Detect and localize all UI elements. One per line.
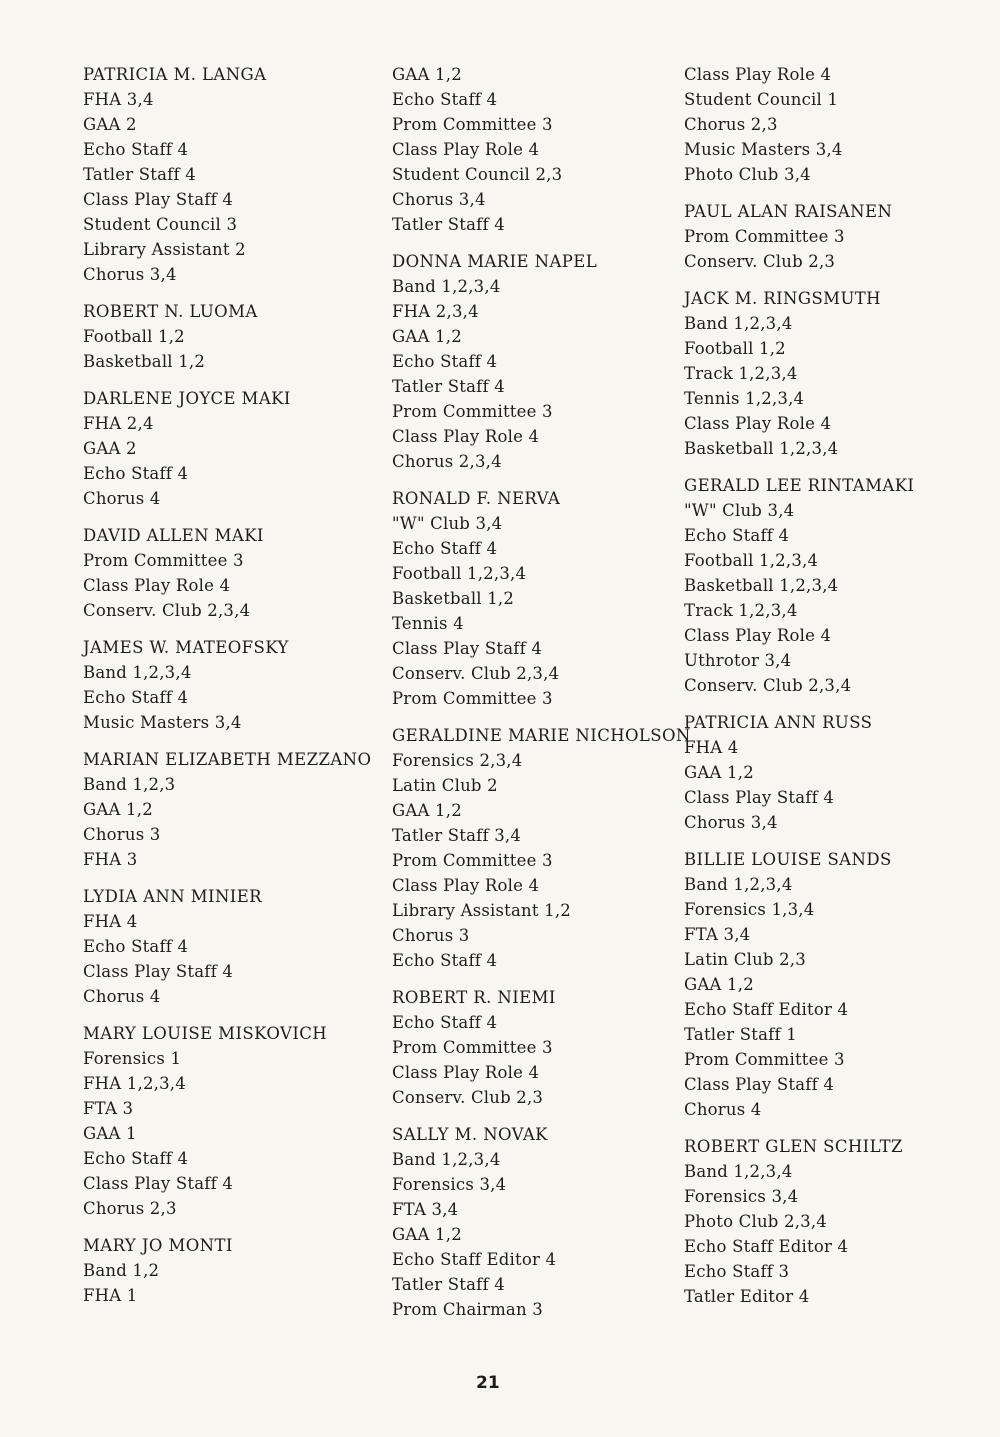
- activity-item: Class Play Role 4: [392, 427, 540, 446]
- activity-item: Echo Staff 3: [684, 1262, 790, 1281]
- senior-entry: [392, 486, 677, 711]
- senior-entry: [83, 1021, 383, 1221]
- activity-item: FHA 4: [684, 738, 739, 757]
- activity-item: Basketball 1,2,3,4: [684, 439, 839, 458]
- activity-item: FHA 2,4: [83, 414, 154, 433]
- activity-item: Conserv. Club 2,3: [684, 252, 836, 271]
- activity-item: Forensics 2,3,4: [392, 751, 523, 770]
- activity-item: Prom Chairman 3: [392, 1300, 543, 1319]
- activity-item: Football 1,2,3,4: [392, 564, 527, 583]
- activity-item: Forensics 1: [83, 1049, 182, 1068]
- activity-item: Class Play Role 4: [392, 140, 540, 159]
- senior-name: MARY LOUISE MISKOVICH: [83, 1024, 328, 1043]
- activity-item: Class Play Role 4: [392, 1063, 540, 1082]
- activity-item: Band 1,2,3,4: [392, 1150, 501, 1169]
- senior-entry: [83, 747, 383, 872]
- activity-item: FTA 3: [83, 1099, 134, 1118]
- activity-item: Echo Staff 4: [392, 90, 498, 109]
- activity-item: FHA 4: [83, 912, 138, 931]
- senior-entry: [392, 62, 677, 237]
- senior-entry: [392, 1122, 677, 1322]
- activity-item: Chorus 2,3: [684, 115, 778, 134]
- activity-item: Class Play Role 4: [83, 576, 231, 595]
- activity-item: Band 1,2,3,4: [684, 1162, 793, 1181]
- column-1: [83, 62, 383, 1320]
- activity-item: Class Play Staff 4: [684, 788, 835, 807]
- activity-item: Football 1,2: [684, 339, 786, 358]
- senior-name: ROBERT GLEN SCHILTZ: [684, 1137, 903, 1156]
- activity-item: Echo Staff Editor 4: [392, 1250, 557, 1269]
- activity-item: Chorus 4: [83, 489, 161, 508]
- senior-name: JACK M. RINGSMUTH: [684, 289, 881, 308]
- activity-item: Echo Staff 4: [83, 1149, 189, 1168]
- activity-item: Class Play Staff 4: [392, 639, 543, 658]
- activity-item: FHA 2,3,4: [392, 302, 479, 321]
- activity-item: Latin Club 2: [392, 776, 498, 795]
- activity-item: GAA 2: [83, 115, 137, 134]
- column-2: [392, 62, 691, 1334]
- activity-item: Conserv. Club 2,3,4: [684, 676, 852, 695]
- activity-item: Echo Staff 4: [83, 937, 189, 956]
- senior-name: BILLIE LOUISE SANDS: [684, 850, 892, 869]
- activity-item: Tatler Staff 4: [392, 377, 505, 396]
- senior-entry: [392, 985, 677, 1110]
- senior-name: ROBERT R. NIEMI: [392, 988, 556, 1007]
- senior-name: PATRICIA ANN RUSS: [684, 713, 873, 732]
- senior-name: MARY JO MONTI: [83, 1236, 233, 1255]
- senior-entry: [392, 249, 677, 474]
- activity-item: Photo Club 3,4: [684, 165, 811, 184]
- activity-item: Chorus 4: [83, 987, 161, 1006]
- senior-name: DARLENE JOYCE MAKI: [83, 389, 291, 408]
- activity-item: GAA 1,2: [392, 1225, 462, 1244]
- activity-item: Student Council 3: [83, 215, 238, 234]
- senior-entry: [83, 635, 383, 735]
- activity-item: Class Play Role 4: [684, 65, 832, 84]
- activity-item: Band 1,2,3,4: [83, 663, 192, 682]
- activity-item: Basketball 1,2: [83, 352, 206, 371]
- activity-item: Conserv. Club 2,3,4: [83, 601, 251, 620]
- senior-entry: [684, 710, 984, 835]
- activity-item: Echo Staff 4: [392, 539, 498, 558]
- activity-item: Class Play Staff 4: [83, 1174, 234, 1193]
- activity-item: "W" Club 3,4: [392, 514, 503, 533]
- senior-entry: [83, 386, 383, 511]
- activity-item: Class Play Staff 4: [83, 962, 234, 981]
- senior-name: PATRICIA M. LANGA: [83, 65, 267, 84]
- senior-name: SALLY M. NOVAK: [392, 1125, 548, 1144]
- senior-name: DONNA MARIE NAPEL: [392, 252, 598, 271]
- activity-item: Chorus 3,4: [392, 190, 486, 209]
- activity-item: FTA 3,4: [684, 925, 751, 944]
- activity-item: Tatler Staff 1: [684, 1025, 797, 1044]
- activity-item: Chorus 2,3: [83, 1199, 177, 1218]
- senior-name: RONALD F. NERVA: [392, 489, 561, 508]
- activity-item: Photo Club 2,3,4: [684, 1212, 827, 1231]
- activity-item: Chorus 4: [684, 1100, 762, 1119]
- senior-name: DAVID ALLEN MAKI: [83, 526, 264, 545]
- activity-item: Band 1,2,3,4: [392, 277, 501, 296]
- activity-item: Band 1,2: [83, 1261, 160, 1280]
- activity-item: "W" Club 3,4: [684, 501, 795, 520]
- activity-item: Echo Staff 4: [83, 688, 189, 707]
- activity-item: Prom Committee 3: [392, 402, 553, 421]
- senior-name: JAMES W. MATEOFSKY: [83, 638, 289, 657]
- activity-item: Music Masters 3,4: [684, 140, 843, 159]
- activity-item: Class Play Staff 4: [684, 1075, 835, 1094]
- activity-item: Library Assistant 1,2: [392, 901, 571, 920]
- activity-item: Tatler Editor 4: [684, 1287, 810, 1306]
- activity-item: GAA 2: [83, 439, 137, 458]
- activity-item: Conserv. Club 2,3,4: [392, 664, 560, 683]
- activity-item: Chorus 3,4: [684, 813, 778, 832]
- activity-item: Echo Staff 4: [684, 526, 790, 545]
- senior-name: GERALDINE MARIE NICHOLSON: [392, 726, 691, 745]
- activity-item: GAA 1,2: [684, 975, 754, 994]
- activity-item: Prom Committee 3: [392, 689, 553, 708]
- activity-item: Chorus 3: [83, 825, 161, 844]
- senior-name: MARIAN ELIZABETH MEZZANO: [83, 750, 372, 769]
- activity-item: Latin Club 2,3: [684, 950, 806, 969]
- activity-item: Class Play Role 4: [684, 626, 832, 645]
- senior-name: PAUL ALAN RAISANEN: [684, 202, 893, 221]
- senior-entry: [83, 62, 383, 287]
- senior-entry: [684, 847, 984, 1122]
- senior-name: GERALD LEE RINTAMAKI: [684, 476, 915, 495]
- activity-item: Echo Staff 4: [83, 464, 189, 483]
- senior-name: ROBERT N. LUOMA: [83, 302, 258, 321]
- activity-item: Prom Committee 3: [392, 851, 553, 870]
- column-3: [684, 62, 984, 1321]
- activity-item: Echo Staff Editor 4: [684, 1237, 849, 1256]
- activity-item: Class Play Role 4: [684, 414, 832, 433]
- activity-item: FHA 3: [83, 850, 138, 869]
- activity-item: Prom Committee 3: [684, 1050, 845, 1069]
- activity-item: Forensics 3,4: [392, 1175, 507, 1194]
- activity-item: Tatler Staff 4: [392, 1275, 505, 1294]
- activity-item: Student Council 2,3: [392, 165, 563, 184]
- activity-item: Tatler Staff 4: [392, 215, 505, 234]
- activity-item: Track 1,2,3,4: [684, 601, 798, 620]
- activity-item: Prom Committee 3: [392, 1038, 553, 1057]
- activity-item: Football 1,2: [83, 327, 185, 346]
- activity-item: Chorus 3,4: [83, 265, 177, 284]
- senior-entry: [83, 523, 383, 623]
- activity-item: Echo Staff 4: [392, 1013, 498, 1032]
- activity-item: Band 1,2,3: [83, 775, 176, 794]
- activity-item: Music Masters 3,4: [83, 713, 242, 732]
- activity-item: Chorus 3: [392, 926, 470, 945]
- activity-item: GAA 1,2: [392, 327, 462, 346]
- activity-item: GAA 1,2: [392, 65, 462, 84]
- senior-entry: [83, 299, 383, 374]
- activity-item: Prom Committee 3: [83, 551, 244, 570]
- activity-item: Library Assistant 2: [83, 240, 246, 259]
- activity-item: FHA 3,4: [83, 90, 154, 109]
- senior-entry: [83, 1233, 383, 1308]
- activity-item: Track 1,2,3,4: [684, 364, 798, 383]
- activity-item: FTA 3,4: [392, 1200, 459, 1219]
- activity-item: Tatler Staff 4: [83, 165, 196, 184]
- senior-entry: [83, 884, 383, 1009]
- activity-item: Band 1,2,3,4: [684, 314, 793, 333]
- activity-item: Tatler Staff 3,4: [392, 826, 522, 845]
- activity-item: Chorus 2,3,4: [392, 452, 502, 471]
- activity-item: GAA 1,2: [684, 763, 754, 782]
- activity-item: FHA 1,2,3,4: [83, 1074, 186, 1093]
- activity-item: GAA 1: [83, 1124, 137, 1143]
- senior-entry: [684, 1134, 984, 1309]
- activity-item: Conserv. Club 2,3: [392, 1088, 544, 1107]
- activity-item: Basketball 1,2,3,4: [684, 576, 839, 595]
- activity-item: Echo Staff Editor 4: [684, 1000, 849, 1019]
- senior-entry: [684, 473, 984, 698]
- activity-item: FHA 1: [83, 1286, 138, 1305]
- activity-item: Tennis 4: [392, 614, 464, 633]
- activity-item: Prom Committee 3: [392, 115, 553, 134]
- activity-item: Class Play Role 4: [392, 876, 540, 895]
- senior-entry: [684, 199, 984, 274]
- senior-name: LYDIA ANN MINIER: [83, 887, 262, 906]
- activity-item: Echo Staff 4: [83, 140, 189, 159]
- activity-item: Class Play Staff 4: [83, 190, 234, 209]
- activity-item: Basketball 1,2: [392, 589, 515, 608]
- page-number: 21: [476, 1373, 500, 1393]
- activity-item: Football 1,2,3,4: [684, 551, 819, 570]
- activity-item: Echo Staff 4: [392, 951, 498, 970]
- activity-item: Tennis 1,2,3,4: [684, 389, 805, 408]
- activity-item: Forensics 1,3,4: [684, 900, 815, 919]
- activity-item: GAA 1,2: [392, 801, 462, 820]
- activity-item: GAA 1,2: [83, 800, 153, 819]
- activity-item: Forensics 3,4: [684, 1187, 799, 1206]
- senior-entry: [392, 723, 691, 973]
- activity-item: Student Council 1: [684, 90, 839, 109]
- activity-item: Uthrotor 3,4: [684, 651, 792, 670]
- activity-item: Band 1,2,3,4: [684, 875, 793, 894]
- activity-item: Prom Committee 3: [684, 227, 845, 246]
- senior-entry: [684, 62, 984, 187]
- activity-item: Echo Staff 4: [392, 352, 498, 371]
- senior-entry: [684, 286, 984, 461]
